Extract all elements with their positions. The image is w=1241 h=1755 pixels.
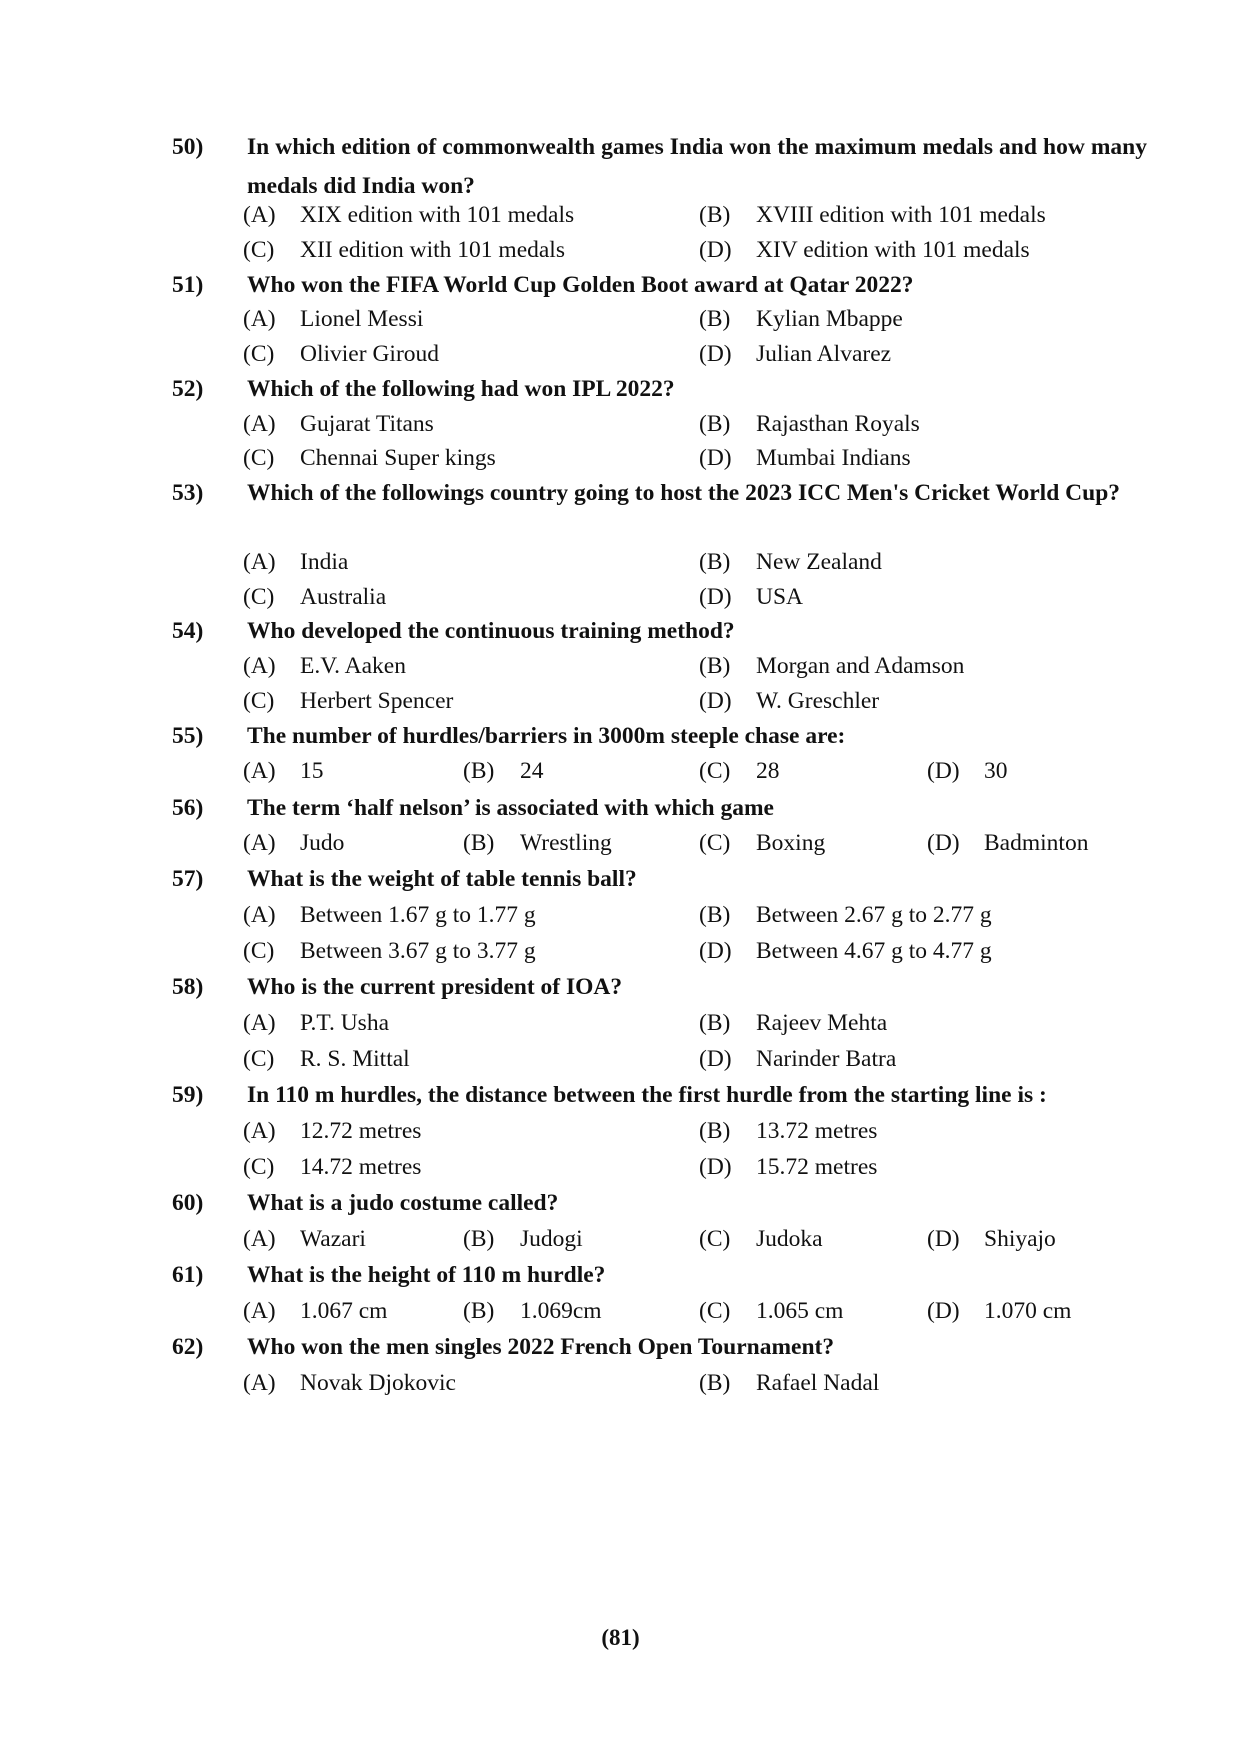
question-text: Who developed the continuous training method? [247,618,735,644]
option-label: (B) [463,758,495,784]
question-number: 59) [172,1082,204,1108]
question-text: What is the height of 110 m hurdle? [247,1262,606,1288]
option-label: (A) [243,1298,276,1324]
option-label: (A) [243,653,276,679]
option-text: 1.067 cm [300,1298,388,1324]
option-label: (B) [699,306,731,332]
option-text: Narinder Batra [756,1046,897,1072]
option-text: Chennai Super kings [300,445,496,471]
question-number: 60) [172,1190,204,1216]
option-text: Australia [300,584,387,610]
question-text: In which edition of commonwealth games India won the maximum medals and how many medals did India won? [247,134,1147,199]
option-text: Lionel Messi [300,306,424,332]
option-text: Judoka [756,1226,823,1252]
question-number: 54) [172,618,204,644]
page-number: (81) [601,1625,640,1650]
option-text: Olivier Giroud [300,341,440,367]
option-label: (C) [699,758,731,784]
question-text: Which of the followings country going to host the 2023 ICC Men's Cricket World Cup? [247,480,1121,506]
option-label: (C) [243,237,275,263]
option-label: (A) [243,1226,276,1252]
option-text: Herbert Spencer [300,688,454,714]
option-label: (A) [243,549,276,575]
option-label: (B) [463,1226,495,1252]
option-label: (B) [699,902,731,928]
question [172,474,1147,552]
option-text: 15 [300,758,324,784]
option-label: (D) [699,1154,732,1180]
option-text: USA [756,584,804,610]
option-text: Boxing [756,830,826,856]
option-text: Gujarat Titans [300,411,434,437]
option-text: Rajeev Mehta [756,1010,888,1036]
option-text: 12.72 metres [300,1118,422,1144]
option-text: 1.070 cm [984,1298,1072,1324]
option-label: (C) [243,1154,275,1180]
option-text: Between 1.67 g to 1.77 g [300,902,536,928]
question-text: Who won the men singles 2022 French Open Tournament? [247,1334,835,1360]
option-label: (B) [699,1010,731,1036]
option-text: 1.069cm [520,1298,602,1324]
option-label: (D) [699,445,732,471]
option-label: (D) [699,341,732,367]
question-number: 51) [172,272,204,298]
option-text: India [300,549,349,575]
question-number: 53) [172,480,204,506]
question-number: 62) [172,1334,204,1360]
option-text: Between 2.67 g to 2.77 g [756,902,992,928]
option-text: Shiyajo [984,1226,1056,1252]
question-text: The term ‘half nelson’ is associated with which game [247,795,774,821]
option-label: (C) [699,1298,731,1324]
question-number: 61) [172,1262,204,1288]
option-label: (D) [927,758,960,784]
option-text: Badminton [984,830,1089,856]
option-label: (D) [699,938,732,964]
question-number: 57) [172,866,204,892]
option-text: Morgan and Adamson [756,653,965,679]
question-number: 56) [172,795,204,821]
option-text: XII edition with 101 medals [300,237,565,263]
option-text: P.T. Usha [300,1010,389,1036]
option-text: R. S. Mittal [300,1046,410,1072]
option-label: (A) [243,1370,276,1396]
option-text: Rajasthan Royals [756,411,920,437]
question-number: 58) [172,974,204,1000]
option-label: (A) [243,202,276,228]
option-text: New Zealand [756,549,882,575]
option-label: (B) [699,411,731,437]
option-text: XVIII edition with 101 medals [756,202,1046,228]
option-text: Kylian Mbappe [756,306,903,332]
option-label: (C) [243,445,275,471]
option-label: (B) [699,202,731,228]
option-label: (D) [699,688,732,714]
option-label: (A) [243,1118,276,1144]
option-label: (A) [243,306,276,332]
option-label: (D) [927,830,960,856]
question [172,128,1147,206]
option-text: XIV edition with 101 medals [756,237,1030,263]
option-label: (D) [927,1298,960,1324]
option-text: 15.72 metres [756,1154,878,1180]
question-text: The number of hurdles/barriers in 3000m steeple chase are: [247,723,846,749]
option-label: (C) [243,1046,275,1072]
option-label: (B) [699,549,731,575]
question-number: 55) [172,723,204,749]
option-label: (B) [463,1298,495,1324]
option-label: (C) [699,1226,731,1252]
question-number: 52) [172,376,204,402]
option-text: Between 4.67 g to 4.77 g [756,938,992,964]
question-text: Who won the FIFA World Cup Golden Boot award at Qatar 2022? [247,272,914,298]
question-text: What is the weight of table tennis ball? [247,866,637,892]
option-label: (B) [463,830,495,856]
option-text: Between 3.67 g to 3.77 g [300,938,536,964]
option-text: Judogi [520,1226,583,1252]
option-label: (A) [243,902,276,928]
option-label: (D) [699,237,732,263]
option-text: XIX edition with 101 medals [300,202,575,228]
option-label: (B) [699,1118,731,1144]
option-label: (A) [243,758,276,784]
question-text: Which of the following had won IPL 2022? [247,376,675,402]
option-text: 14.72 metres [300,1154,422,1180]
question-number: 50) [172,134,204,160]
option-text: 24 [520,758,544,784]
question-text: Who is the current president of IOA? [247,974,623,1000]
option-text: Rafael Nadal [756,1370,880,1396]
option-text: 28 [756,758,780,784]
option-label: (C) [243,688,275,714]
option-text: Mumbai Indians [756,445,911,471]
option-label: (B) [699,653,731,679]
option-text: Wrestling [520,830,612,856]
option-text: 1.065 cm [756,1298,844,1324]
option-label: (D) [699,584,732,610]
option-label: (C) [243,341,275,367]
option-label: (C) [243,938,275,964]
option-label: (A) [243,411,276,437]
option-text: Novak Djokovic [300,1370,456,1396]
option-text: 30 [984,758,1008,784]
option-label: (D) [927,1226,960,1252]
option-text: Julian Alvarez [756,341,892,367]
option-text: Wazari [300,1226,366,1252]
option-text: 13.72 metres [756,1118,878,1144]
option-text: W. Greschler [756,688,880,714]
option-label: (A) [243,1010,276,1036]
option-label: (C) [699,830,731,856]
option-label: (C) [243,584,275,610]
question-text: In 110 m hurdles, the distance between the first hurdle from the starting line is : [247,1082,1047,1108]
option-label: (B) [699,1370,731,1396]
question-text: What is a judo costume called? [247,1190,559,1216]
option-text: E.V. Aaken [300,653,406,679]
option-label: (A) [243,830,276,856]
option-text: Judo [300,830,345,856]
option-label: (D) [699,1046,732,1072]
